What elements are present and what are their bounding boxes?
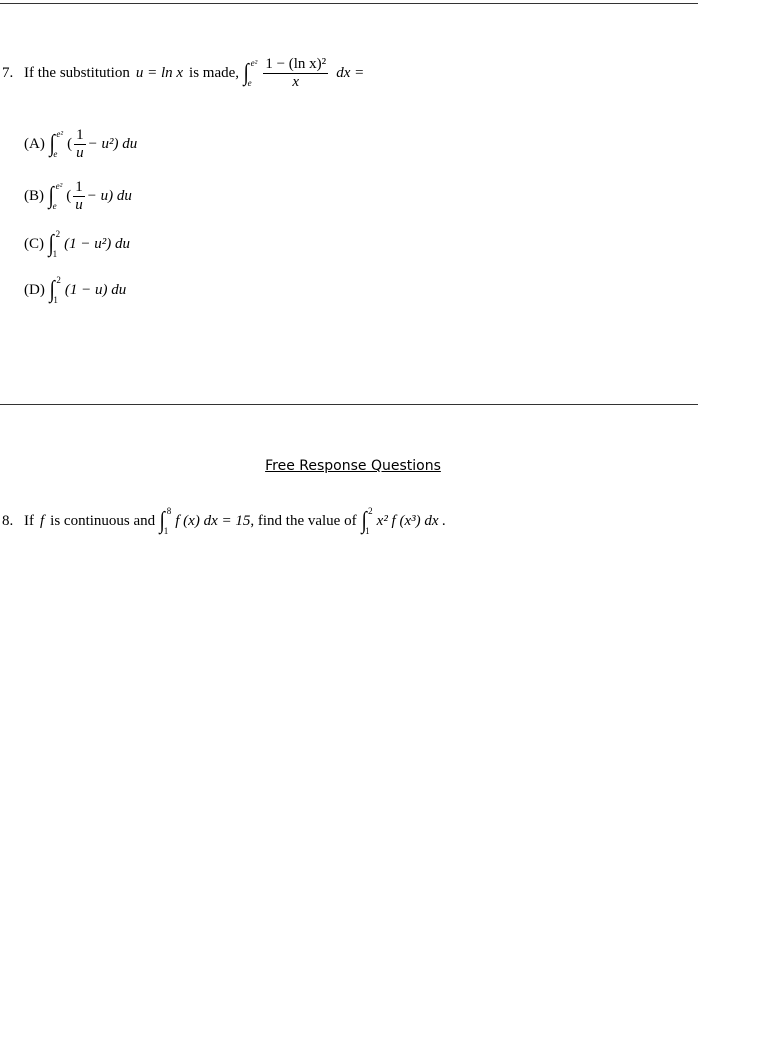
lower-limit: e (247, 78, 252, 88)
expression: f (x) dx = 15 (175, 512, 251, 529)
denominator: u (76, 144, 84, 161)
expression: − u²) du (87, 135, 138, 152)
upper-limit: e² (56, 129, 64, 139)
expression: x² f (x³) dx . (376, 512, 447, 529)
lower-limit: 1 (365, 526, 370, 536)
integrand-fraction (263, 56, 328, 91)
lower-limit: 1 (163, 526, 169, 536)
paren: ( (67, 135, 73, 152)
question-8 (2, 505, 446, 537)
lower-limit: 1 (53, 295, 58, 305)
fraction (73, 179, 85, 214)
expression: (1 − u) du (64, 281, 127, 298)
lower-limit: 1 (52, 249, 58, 259)
integral: ∫ 2 1 (361, 506, 373, 536)
substitution: u = ln x (135, 64, 184, 81)
expression: − u) du (86, 187, 132, 204)
upper-limit: 2 (56, 275, 61, 285)
expression: (1 − u²) du (64, 235, 130, 252)
fraction (74, 127, 86, 162)
question-text-made: is made, (189, 64, 240, 81)
integral: ∫ e² e (49, 129, 64, 159)
question-text: If the substitution (24, 64, 130, 81)
upper-limit: e² (55, 181, 63, 191)
numerator: 1 (75, 178, 83, 195)
upper-limit: 2 (368, 506, 373, 516)
upper-limit: 8 (166, 506, 172, 516)
choice-label: (C) (24, 235, 44, 252)
choice-d[interactable] (24, 274, 126, 306)
integral: ∫ e² e (243, 58, 258, 88)
choice-label: (D) (24, 281, 45, 298)
integral: ∫ 8 1 (159, 506, 172, 536)
differential: dx = (336, 64, 365, 81)
top-divider (0, 3, 698, 4)
question-7 (2, 54, 364, 92)
numerator: 1 − (ln x)² (265, 55, 327, 72)
denominator: u (75, 196, 83, 213)
lower-limit: e (53, 149, 58, 159)
paren: ( (66, 187, 72, 204)
question-text: , find the value of (250, 512, 357, 529)
question-number: 8. (2, 512, 14, 529)
integral: ∫ e² e (48, 181, 63, 211)
question-number: 7. (2, 64, 14, 81)
question-text: is continuous and (50, 512, 156, 529)
question-text: If (24, 512, 34, 529)
denominator: x (292, 73, 300, 90)
choice-a[interactable] (24, 126, 137, 162)
integral: ∫ 2 1 (48, 229, 61, 259)
upper-limit: e² (250, 58, 258, 68)
function-name: f (40, 512, 45, 529)
section-divider (0, 404, 698, 405)
integral: ∫ 2 1 (49, 275, 61, 305)
choice-label: (A) (24, 135, 45, 152)
choice-b[interactable] (24, 178, 132, 214)
lower-limit: e (52, 201, 57, 211)
choice-c[interactable] (24, 228, 130, 260)
numerator: 1 (76, 126, 84, 143)
upper-limit: 2 (55, 229, 61, 239)
choice-label: (B) (24, 187, 44, 204)
section-header: Free Response Questions (265, 458, 441, 474)
